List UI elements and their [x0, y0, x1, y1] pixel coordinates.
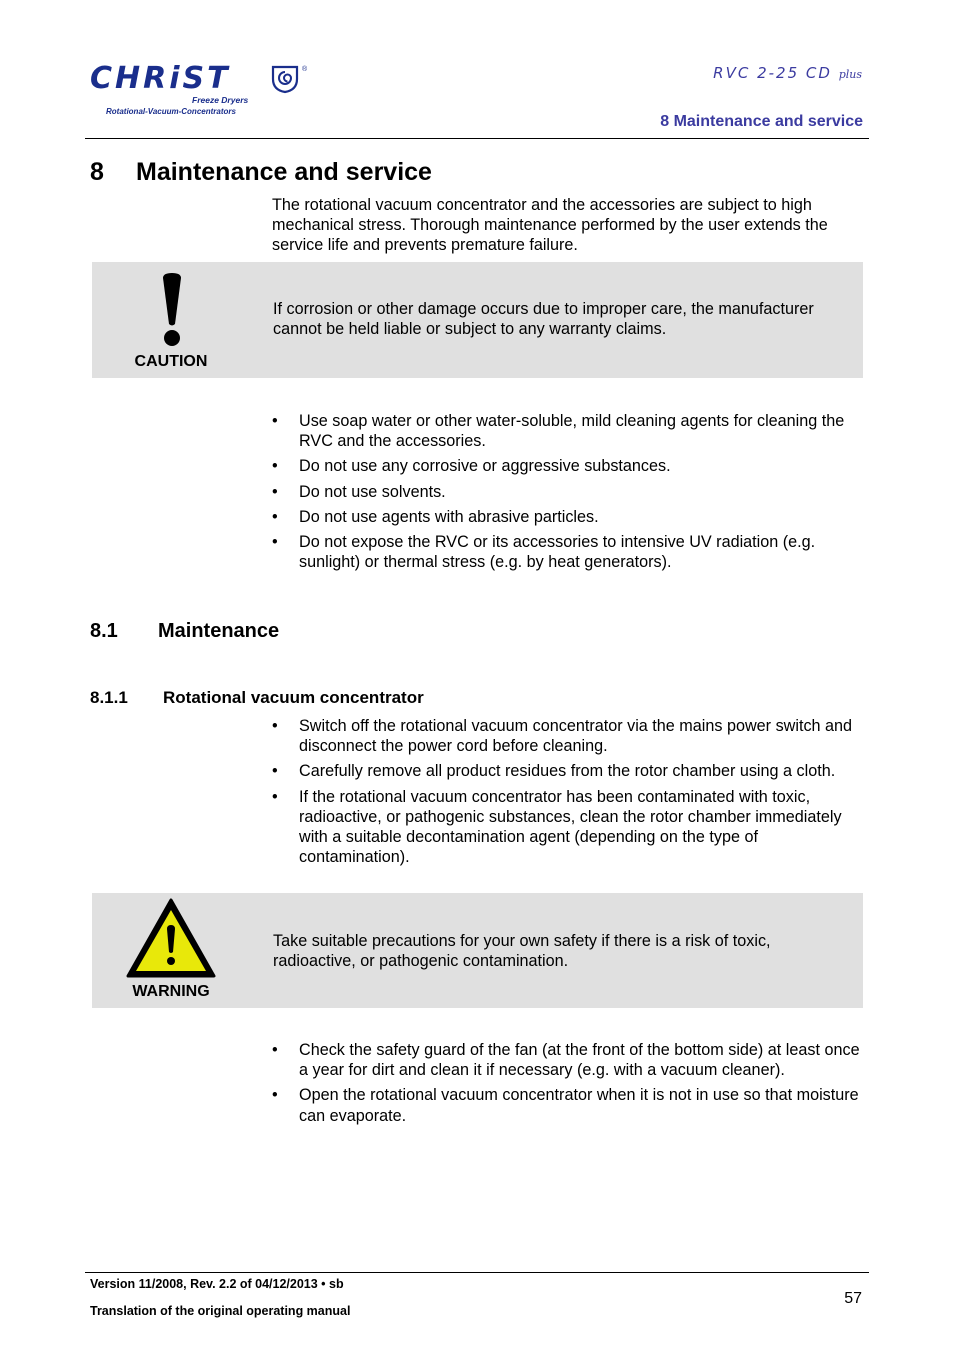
warning-text: Take suitable precautions for your own safety if there is a risk of toxic, radioactive, or pathogenic contamination. — [273, 932, 771, 971]
section-heading — [90, 158, 432, 187]
subsection-number: 8.1 — [90, 620, 118, 642]
warning-label: WARNING — [132, 983, 210, 1000]
warning-triangle-icon — [125, 897, 217, 979]
footer-translation-note: Translation of the original operating manual — [90, 1304, 351, 1318]
subsection-title: Maintenance — [158, 620, 280, 642]
exclamation-icon — [159, 272, 185, 348]
caution-notice — [92, 262, 863, 378]
brand-tagline-rvc: Rotational-Vacuum-Concentrators — [106, 107, 236, 116]
cleaning-guidelines-list — [272, 411, 872, 572]
header-section-ref: 8 Maintenance and service — [660, 113, 863, 130]
footer-divider — [85, 1272, 869, 1273]
section-number: 8 — [90, 158, 104, 186]
subsubsection-title: Rotational vacuum concentrator — [163, 688, 424, 707]
list-item: • Use soap water or other water-soluble, mild cleaning agents for cleaning the RVC and the accessories. — [272, 411, 872, 451]
subsection-heading — [90, 620, 279, 643]
caution-text: If corrosion or other damage occurs due to improper care, the manufacturer cannot be held liable or subject to any warranty claims. — [273, 300, 814, 339]
product-model: RVC 2-25 CD — [713, 64, 832, 82]
list-item: • Carefully remove all product residues from the rotor chamber using a cloth. — [272, 761, 872, 781]
header-divider — [85, 138, 869, 139]
page-number: 57 — [844, 1290, 862, 1307]
rvc-maintenance-list — [272, 716, 872, 867]
list-item: • Open the rotational vacuum concentrator when it is not in use so that moisture can evaporate. — [272, 1085, 872, 1125]
subsubsection-heading — [90, 688, 424, 708]
subsubsection-number: 8.1.1 — [90, 688, 128, 707]
section-title: Maintenance and service — [136, 158, 432, 186]
list-item: • Do not use solvents. — [272, 482, 872, 502]
caution-label: CAUTION — [134, 353, 208, 370]
final-maintenance-list — [272, 1040, 872, 1126]
list-item: • Switch off the rotational vacuum concentrator via the mains power switch and disconnect the power cord before cleaning. — [272, 716, 872, 756]
product-suffix: plus — [838, 68, 862, 81]
warning-notice — [92, 893, 863, 1008]
list-item: • Check the safety guard of the fan (at the front of the bottom side) at least once a year for dirt and clean it if necessary (e.g. with a vacuum cleaner). — [272, 1040, 872, 1080]
brand-logo-text: CHRiST — [90, 61, 231, 96]
brand-shield-icon — [270, 64, 300, 94]
brand-tagline-freeze: Freeze Dryers — [192, 95, 249, 105]
footer-version: Version 11/2008, Rev. 2.2 of 04/12/2013 • sb — [90, 1277, 344, 1291]
list-item: • Do not expose the RVC or its accessories to intensive UV radiation (e.g. sunlight) or thermal stress (e.g. by heat generators). — [272, 532, 872, 572]
list-item: • Do not use agents with abrasive particles. — [272, 507, 872, 527]
registered-mark: ® — [302, 66, 308, 73]
product-name — [713, 64, 862, 82]
list-item: • If the rotational vacuum concentrator has been contaminated with toxic, radioactive, or pathogenic substances, clean the rotor chamber immediately with a suitable decontamination agent (depending on the type of contamination). — [272, 787, 872, 868]
section-intro: The rotational vacuum concentrator and the accessories are subject to high mechanical stress. Thorough maintenance performed by the user extends the service life and prevents premature failure. — [272, 196, 828, 255]
list-item: • Do not use any corrosive or aggressive substances. — [272, 456, 872, 476]
